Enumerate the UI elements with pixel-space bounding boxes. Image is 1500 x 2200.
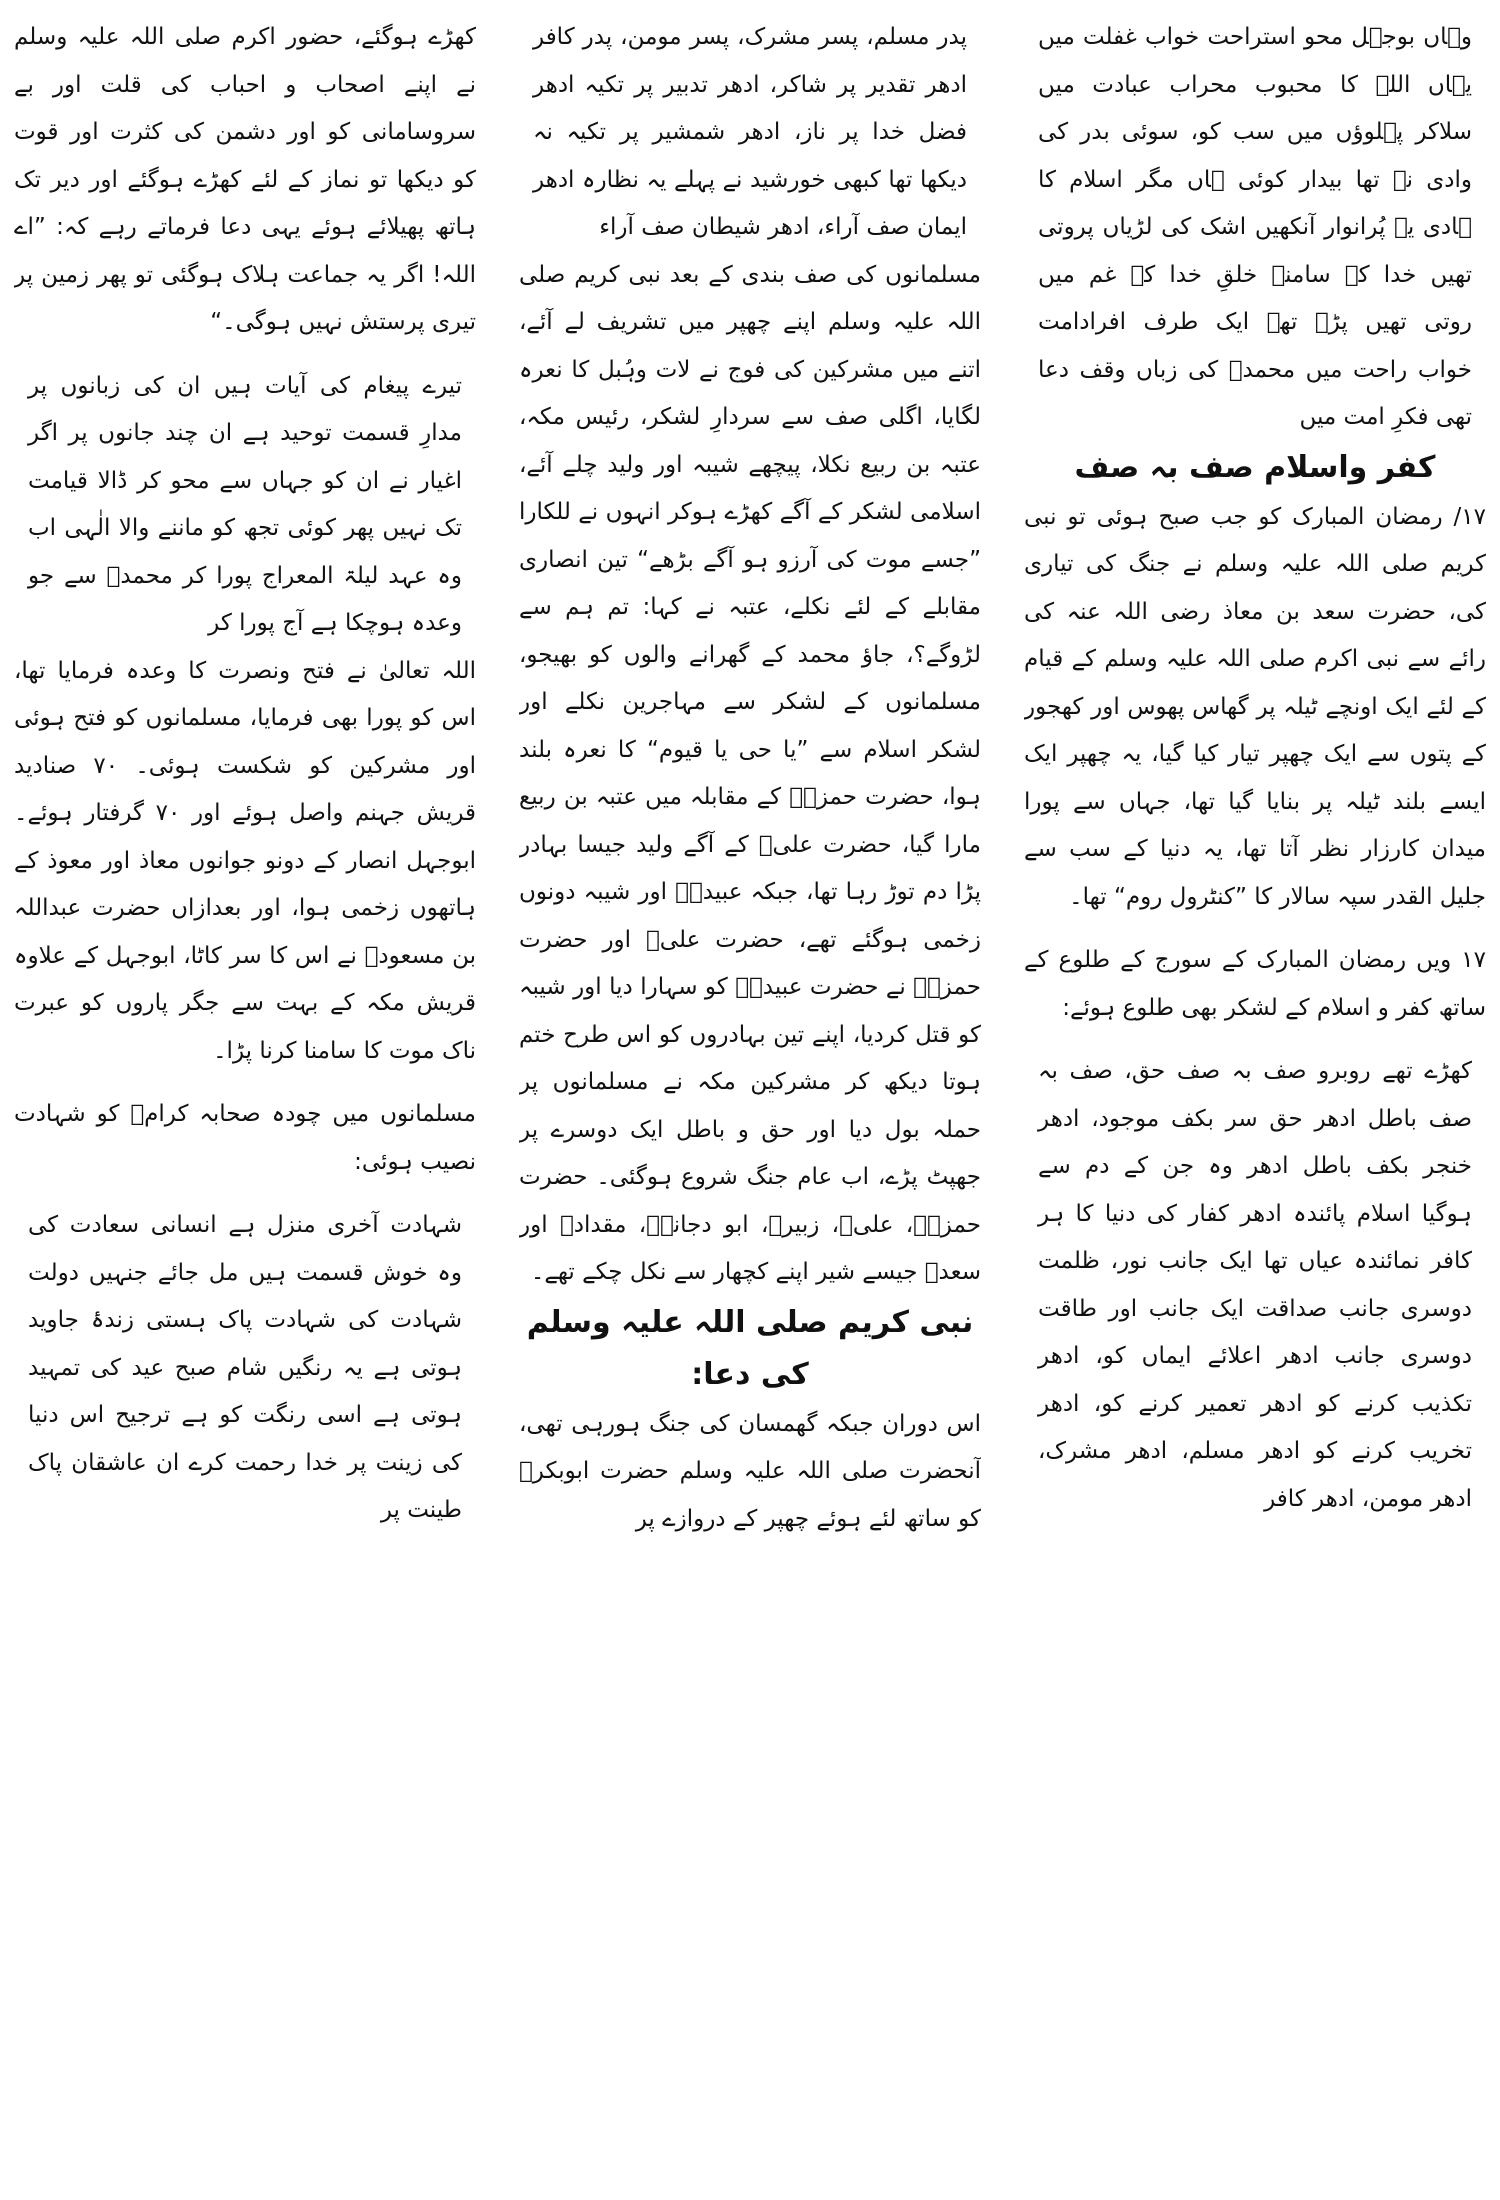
column-right	[1024, 14, 1486, 2186]
poem-haq-batil: کھڑے تھے روبرو صف بہ صف حق، صف بہ صف باطل ادھر حق سر بکف موجود، ادھر خنجر بکف باطل ادھر وہ جن کے دم سے ہوگیا اسلام پائندہ ادھر کفار کی دنیا کا ہر کافر نمائندہ عیاں تھا ایک جانب نور، ظلمت دوسری جانب صداقت ایک جانب اور طاقت دوسری جانب ادھر اعلائے ایماں کو، ادھر تکذیب کرنے کو ادھر تعمیر کرنے کو، ادھر تخریب کرنے کو ادھر مسلم، ادھر مشرک، ادھر مومن، ادھر کافر	[1038, 1058, 1472, 1512]
column-left	[14, 14, 476, 2186]
paragraph-dua-start: اس دوران جبکہ گھمسان کی جنگ ہورہی تھی، آنحضرت صلی اللہ علیہ وسلم حضرت ابوبکرؓ کو ساتھ لئے ہوئے چھپر کے دروازے پر	[519, 1410, 981, 1532]
spacer	[1024, 921, 1486, 937]
spacer	[1024, 1032, 1486, 1048]
poem-payam: تیرے پیغام کی آیات ہیں ان کی زبانوں پر مدارِ قسمت توحید ہے ان چند جانوں پر اگر اغیار نے ان کو جہاں سے محو کر ڈالا قیامت تک نہیں پھر کوئی تجھ کو ماننے والا الٰہی اب وہ عہد لیلۃ المعراج پورا کر محمدؐ سے جو وعدہ ہوچکا ہے آج پورا کر	[28, 372, 462, 636]
poem-opening: وہاں بوجہل محو استراحت خواب غفلت میں یہاں اللہ کا محبوب محراب عبادت میں سلاکر پہلوؤں میں سب کو، سوئی بدر کی وادی نہ تھا بیدار کوئی ہاں مگر اسلام کا ہادی یہ پُرانوار آنکھیں اشک کی لڑیاں پروتی تھیں خدا کے سامنے خلقِ خدا کے غم میں روتی تھیں پڑے تھے ایک طرف افرادامت خواب راحت میں محمدؐ کی زباں وقف دعا تھی فکرِ امت میں	[1038, 24, 1472, 430]
paragraph-ramadan-17: ۱۷/ رمضان المبارک کو جب صبح ہوئی تو نبی کریم صلی اللہ علیہ وسلم نے جنگ کی تیاری کی، حضرت سعد بن معاذ رضی اللہ عنہ کی رائے سے نبی اکرم صلی اللہ علیہ وسلم کے قیام کے لئے ایک اونچے ٹیلہ پر گھاس پھوس اور کھجور کے پتوں سے ایک چھپر تیار کیا گیا، یہ چھپر ایک ایسے بلند ٹیلہ پر بنایا گیا تھا، جہاں سے پورا میدان کارزار نظر آتا تھا، یہ دنیا کے سب سے جلیل القدر سپہ سالار کا ”کنٹرول روم“ تھا۔	[1024, 503, 1486, 910]
section-heading-kufr-islam: کفر واسلام صف بہ صف	[1074, 449, 1436, 485]
poem-shahadat: شہادت آخری منزل ہے انسانی سعادت کی وہ خوش قسمت ہیں مل جائے جنہیں دولت شہادت کی شہادت پاک ہستی زندۂ جاوید ہوتی ہے یہ رنگیں شام صبح عید کی تمہید ہوتی ہے اسی رنگت کو ہے ترجیح اس دنیا کی زینت پر خدا رحمت کرے ان عاشقان پاک طینت پر	[28, 1212, 462, 1523]
paragraph-battle: مسلمانوں کی صف بندی کے بعد نبی کریم صلی اللہ علیہ وسلم اپنے چھپر میں تشریف لے آئے، اتنے میں مشرکین کی فوج نے لات وہُبل کا نعرہ لگایا، اگلی صف سے سردارِ لشکر، رئیس مکہ، عتبہ بن ربیع نکلا، پیچھے شیبہ اور ولید چلے آئے، اسلامی لشکر کے آگے کھڑے ہوکر انہوں نے للکارا ”جسے موت کی آرزو ہو آگے بڑھے“ تین انصاری مقابلے کے لئے نکلے، عتبہ نے کہا: تم ہم سے لڑوگے؟، جاؤ محمد کے گھرانے والوں کو بھیجو، مسلمانوں کے لشکر سے مہاجرین نکلے اور لشکر اسلام سے ”یا حی یا قیوم“ کا نعرہ بلند ہوا، حضرت حمزہؓ کے مقابلہ میں عتبہ بن ربیع مارا گیا، حضرت علیؓ کے آگے ولید جیسا بہادر پڑا دم توڑ رہا تھا، جبکہ عبیدہؓ اور شیبہ دونوں زخمی ہوگئے تھے، حضرت علیؓ اور حضرت حمزہؓ نے حضرت عبیدہؓ کو سہارا دیا اور شیبہ کو قتل کردیا، اپنے تین بہادروں کو اس طرح ختم ہوتا دیکھ کر مشرکین مکہ نے مسلمانوں پر حملہ بول دیا اور حق و باطل ایک دوسرے پر جھپٹ پڑے، اب عام جنگ شروع ہوگئی۔ حضرت حمزہؓ، علیؓ، زبیرؓ، ابو دجانہؓ، مقدادؓ اور سعدؓ جیسے شیر اپنے کچھار سے نکل چکے تھے۔	[519, 261, 981, 1285]
spacer	[14, 1075, 476, 1091]
section-heading-prophet-dua: نبی کریم صلی اللہ علیہ وسلم کی دعا:	[526, 1304, 974, 1392]
paragraph-dua-continued: کھڑے ہوگئے، حضور اکرم صلی اللہ علیہ وسلم نے اپنے اصحاب و احباب کی قلت اور بے سروسامانی کو اور دشمن کی کثرت اور قوت کو دیکھا تو نماز کے لئے کھڑے ہوگئے اور دیر تک ہاتھ پھیلائے ہوئے یہی دعا فرماتے رہے کہ: ”اے اللہ! اگر یہ جماعت ہلاک ہوگئی تو پھر زمین پر تیری پرستش نہیں ہوگی۔“	[14, 24, 476, 335]
spacer	[14, 1186, 476, 1202]
paragraph-victory: اللہ تعالیٰ نے فتح ونصرت کا وعدہ فرمایا تھا، اس کو پورا بھی فرمایا، مسلمانوں کو فتح ہوئی اور مشرکین کو شکست ہوئی۔ ۷۰ صنادید قریش جہنم واصل ہوئے اور ۷۰ گرفتار ہوئے۔ ابوجہل انصار کے دونو جوانوں معاذ اور معوذ کے ہاتھوں زخمی ہوا، اور بعدازاں حضرت عبداللہ بن مسعودؓ نے اس کا سر کاٹا، ابوجہل کے علاوہ قریش مکہ کے بہت سے جگر پاروں کو عبرت ناک موت کا سامنا کرنا پڑا۔	[14, 657, 476, 1064]
paragraph-martyrs: مسلمانوں میں چودہ صحابہ کرامؓ کو شہادت نصیب ہوئی:	[14, 1101, 476, 1175]
newspaper-page	[14, 14, 1486, 2186]
spacer	[14, 347, 476, 363]
paragraph-sunrise: ۱۷ ویں رمضان المبارک کے سورج کے طلوع کے ساتھ کفر و اسلام کے لشکر بھی طلوع ہوئے:	[1024, 947, 1486, 1021]
poem-continuation: پدر مسلم، پسر مشرک، پسر مومن، پدر کافر ادھر تقدیر پر شاکر، ادھر تدبیر پر تکیہ ادھر فضل خدا پر ناز، ادھر شمشیر پر تکیہ نہ دیکھا تھا کبھی خورشید نے پہلے یہ نظارہ ادھر ایمان صف آراء، ادھر شیطان صف آراء	[533, 24, 967, 240]
column-middle	[519, 14, 981, 2186]
